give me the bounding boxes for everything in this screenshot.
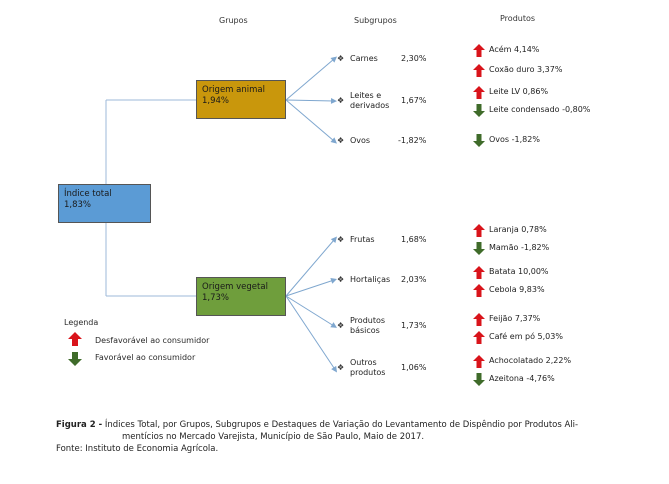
product-highlight: Azeitona -4,76% (489, 374, 555, 383)
up-arrow-icon (473, 266, 485, 279)
up-arrow-icon (473, 331, 485, 344)
subgroup-value: 1,68% (401, 235, 427, 244)
subgroup-name: Ovos (350, 136, 371, 145)
up-arrow-icon (473, 355, 485, 368)
up-arrow-icon (473, 44, 485, 57)
figure-caption (56, 419, 656, 455)
up-arrow-icon (473, 313, 485, 326)
caption-source: Fonte: Instituto de Economia Agrícola. (56, 444, 219, 454)
group-animal-label: Origem animal (202, 85, 265, 95)
diamond-bullet-icon: ❖ (337, 136, 345, 145)
up-arrow-icon (473, 284, 485, 297)
caption-line-1: Índices Total, por Grupos, Subgrupos e Destaques de Variação do Levantamento de Dispêndio por Produtos Ali- (102, 420, 579, 430)
subgroup-value: 2,03% (401, 275, 427, 284)
diamond-bullet-icon: ❖ (337, 96, 345, 105)
branch-arrowhead-vegetal-2 (330, 322, 337, 328)
group-vegetal-label: Origem vegetal (202, 282, 268, 292)
product-highlight: Café em pó 5,03% (489, 332, 563, 341)
down-arrow-icon (473, 104, 485, 117)
subgroup-value: 2,30% (401, 54, 427, 63)
product-highlight: Ovos -1,82% (489, 135, 540, 144)
diamond-bullet-icon: ❖ (337, 235, 345, 244)
figure-label: Figura 2 - (56, 420, 103, 430)
subgroup-name: Produtos básicos (350, 316, 386, 335)
diamond-bullet-icon: ❖ (337, 275, 345, 284)
total-index-box (58, 184, 151, 223)
branch-line-vegetal-2 (286, 296, 334, 326)
subgroup-name: Carnes (350, 54, 378, 63)
branch-line-vegetal-3 (286, 296, 334, 368)
product-highlight: Feijão 7,37% (489, 314, 541, 323)
group-animal-box (196, 80, 286, 119)
product-highlight: Batata 10,00% (489, 267, 549, 276)
legend-down-arrow-icon (68, 352, 82, 366)
total-index-value: 1,83% (64, 200, 92, 210)
total-index-label: Índice total (64, 189, 112, 199)
product-highlight: Leite LV 0,86% (489, 87, 549, 96)
product-highlight: Achocolatado 2,22% (489, 356, 572, 365)
group-animal-value: 1,94% (202, 96, 230, 106)
subgroup-name: Frutas (350, 235, 375, 244)
diamond-bullet-icon: ❖ (337, 54, 345, 63)
header-groups: Grupos (219, 16, 248, 25)
down-arrow-icon (473, 373, 485, 386)
subgroup-name: Outros produtos (350, 358, 386, 377)
branch-line-animal-0 (286, 59, 334, 100)
up-arrow-icon (473, 224, 485, 237)
product-highlight: Acém 4,14% (489, 45, 540, 54)
legend-unfavorable-label: Desfavorável ao consumidor (95, 336, 210, 345)
product-highlight: Laranja 0,78% (489, 225, 547, 234)
product-highlight: Cebola 9,83% (489, 285, 545, 294)
diamond-bullet-icon: ❖ (337, 363, 345, 372)
branch-arrowhead-vegetal-1 (330, 278, 337, 284)
down-arrow-icon (473, 134, 485, 147)
product-highlight: Leite condensado -0,80% (489, 105, 591, 114)
group-vegetal-box (196, 277, 286, 316)
product-highlight: Mamão -1,82% (489, 243, 550, 252)
branch-line-animal-2 (286, 100, 334, 141)
subgroup-name: Hortaliças (350, 275, 391, 284)
subgroup-value: 1,67% (401, 96, 427, 105)
branch-line-animal-1 (286, 100, 334, 101)
diamond-bullet-icon: ❖ (337, 321, 345, 330)
legend-up-arrow-icon (68, 332, 82, 346)
product-highlight: Coxão duro 3,37% (489, 65, 563, 74)
down-arrow-icon (473, 242, 485, 255)
header-subgroups: Subgrupos (354, 16, 397, 25)
subgroup-value: -1,82% (398, 136, 427, 145)
legend-title: Legenda (64, 318, 99, 327)
group-vegetal-value: 1,73% (202, 293, 230, 303)
subgroup-value: 1,06% (401, 363, 427, 372)
caption-line-2: mentícios no Mercado Varejista, Município de São Paulo, Maio de 2017. (122, 432, 425, 442)
subgroup-value: 1,73% (401, 321, 427, 330)
subgroup-name: Leites e derivados (350, 91, 390, 110)
up-arrow-icon (473, 86, 485, 99)
header-products: Produtos (500, 14, 536, 23)
up-arrow-icon (473, 64, 485, 77)
legend-favorable-label: Favorável ao consumidor (95, 353, 196, 362)
